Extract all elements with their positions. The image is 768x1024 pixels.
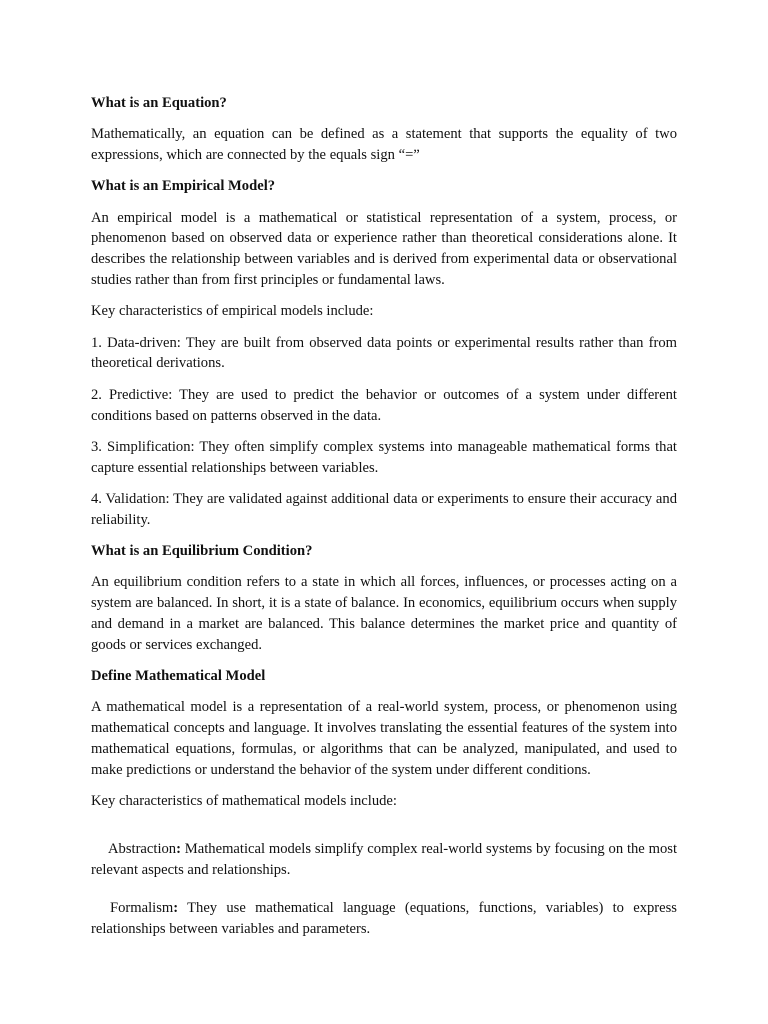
paragraph-equilibrium-condition: An equilibrium condition refers to a state in which all forces, influences, or processes acting on a system are balanced. In short, it is a state of balance. In economics, equilibrium occurs when supply and demand in a market are balanced. This balance determines the market price and quantity of goods or services exchanged. — [91, 574, 677, 653]
item-term-formalism: Formalism — [110, 899, 174, 916]
mathematical-item-abstraction — [91, 839, 677, 881]
item-text-formalism: They use mathematical language (equations, functions, variables) to express relationships between variables and parameters. — [91, 899, 677, 937]
paragraph-mathematical-model: A mathematical model is a representation of a real-world system, process, or phenomenon using mathematical concepts and language. It involves translating the essential features of the system into mathematical equations, formulas, or algorithms that can be analyzed, manipulated, and used to make predictions or understand the behavior of the system under different conditions. — [91, 699, 677, 778]
document-body — [91, 93, 677, 940]
empirical-item-predictive: 2. Predictive: They are used to predict the behavior or outcomes of a system under different conditions based on patterns observed in the data. — [91, 386, 677, 424]
empirical-item-simplification: 3. Simplification: They often simplify complex systems into manageable mathematical forms that capture essential relationships between variables. — [91, 438, 677, 476]
heading-empirical-model: What is an Empirical Model? — [91, 178, 276, 195]
item-colon-formalism: : — [173, 899, 179, 916]
mathematical-item-formalism — [91, 898, 677, 940]
heading-equilibrium-condition: What is an Equilibrium Condition? — [91, 543, 313, 560]
empirical-item-validation: 4. Validation: They are validated against additional data or experiments to ensure their accuracy and reliability. — [91, 490, 677, 528]
heading-mathematical-model: Define Mathematical Model — [91, 668, 266, 685]
item-colon-abstraction: : — [176, 841, 181, 858]
empirical-item-data-driven: 1. Data-driven: They are built from observed data points or experimental results rather than from theoretical derivations. — [91, 334, 677, 372]
list-spacer — [91, 881, 677, 898]
heading-equation: What is an Equation? — [91, 95, 227, 111]
item-text-abstraction: Mathematical models simplify complex real-world systems by focusing on the most relevant aspects and relationships. — [91, 841, 677, 879]
empirical-characteristics-intro: Key characteristics of empirical models include: — [91, 303, 374, 320]
mathematical-characteristics-intro: Key characteristics of mathematical models include: — [91, 793, 397, 810]
paragraph-empirical-model: An empirical model is a mathematical or statistical representation of a system, process, or phenomenon based on observed data or experience rather than theoretical considerations alone. It describes the relationship between variables and is derived from experimental data or observational studies rather than from first principles or fundamental laws. — [91, 209, 677, 289]
item-term-abstraction: Abstraction — [108, 841, 177, 858]
paragraph-equation: Mathematically, an equation can be defined as a statement that supports the equality of two expressions, which are connected by the equals sign “=” — [91, 126, 677, 164]
list-spacer — [91, 822, 677, 839]
